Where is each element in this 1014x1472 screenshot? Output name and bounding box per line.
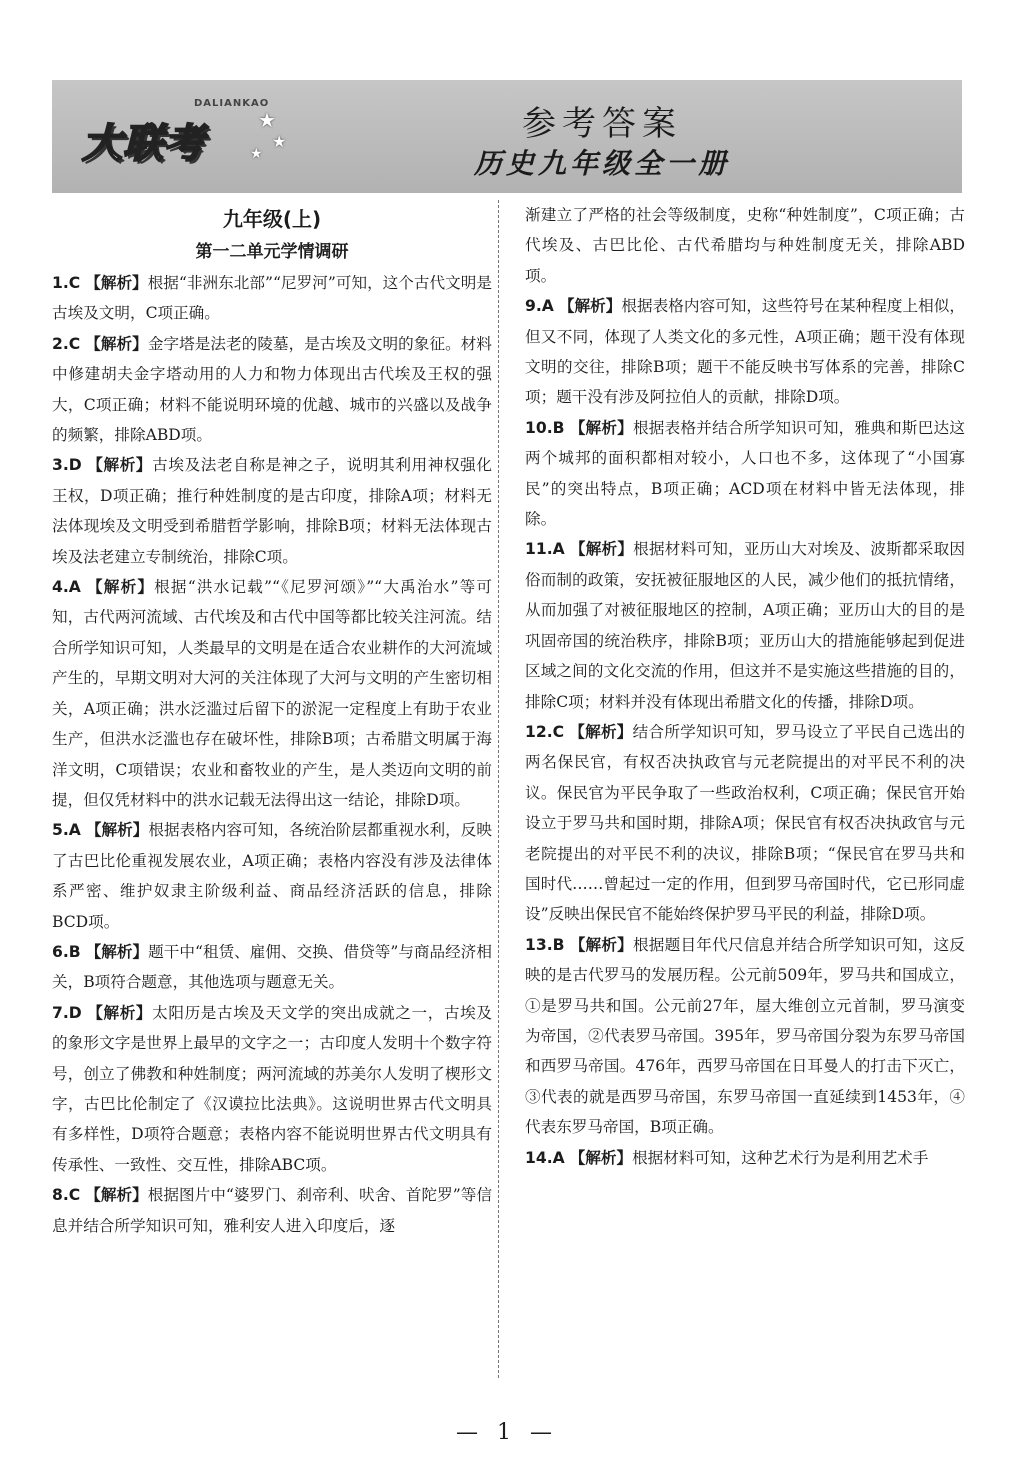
answer-text: 金字塔是法老的陵墓，是古埃及文明的象征。材料中修建胡夫金字塔动用的人力和物力体现出古代埃及王权的强大，C项正确；材料不能说明环境的优越、城市的兴盛以及战争的频繁，排除ABD项。 (52, 334, 492, 445)
answer-item (52, 815, 492, 937)
answer-text: 结合所学知识可知，罗马设立了平民自己选出的两名保民官，有权否决执政官与元老院提出的对平民不利的决议。保民官为平民争取了一些政治权利，C项正确；保民官开始设立于罗马共和国时期，排除A项；保民官有权否决执政官与元老院提出的对平民不利的决议，排除B项；“保民官在罗马共和国时代……曾起过一定的作用，但到罗马帝国时代，它已形同虚设”反映出保民官不能始终保护罗马平民的利益，排除D项。 (525, 722, 965, 924)
answer-text: 根据“非洲东北部”“尼罗河”可知，这个古代文明是古埃及文明，C项正确。 (52, 274, 492, 323)
answer-number: 4.A (52, 578, 81, 597)
answer-number: 10.B (525, 418, 565, 437)
analysis-tag: 【解析】 (85, 274, 148, 292)
answer-number: 9.A (525, 297, 554, 316)
star-icon: ★ (250, 146, 263, 162)
answer-item (525, 534, 965, 716)
answer-item (52, 937, 492, 998)
analysis-tag: 【解析】 (87, 456, 153, 475)
answer-item (525, 413, 965, 535)
answer-item (52, 572, 492, 815)
answer-number: 1.C (52, 274, 81, 292)
answer-number: 6.B (52, 942, 81, 961)
answer-text: 根据题目年代尺信息并结合所学知识可知，这反映的是古代罗马的发展历程。公元前509年，罗马共和国成立，①是罗马共和国。公元前27年，屋大维创立元首制，罗马演变为帝国，②代表罗马帝国。395年，罗马帝国分裂为东罗马帝国和西罗马帝国。476年，西罗马帝国在日耳曼人的打击下灭亡，③代表的就是西罗马帝国，东罗马帝国一直延续到1453年，④代表东罗马帝国，B项正确。 (525, 935, 965, 1137)
answer-number: 2.C (52, 334, 81, 353)
analysis-tag: 【解析】 (85, 334, 148, 353)
page-number: — 1 — (456, 1420, 558, 1445)
logo-pinyin: DALIANKAO (194, 98, 270, 109)
answer-number: 11.A (525, 540, 565, 559)
answer-number: 3.D (52, 456, 82, 475)
brand-logo (82, 98, 292, 178)
answer-item (525, 291, 965, 413)
logo-text: 大联考 (82, 121, 205, 167)
answer-number: 7.D (52, 1003, 82, 1022)
answer-item (52, 329, 492, 451)
answer-text: 古埃及法老自称是神之子，说明其利用神权强化王权，D项正确；推行种姓制度的是古印度，排除A项；材料无法体现埃及文明受到希腊哲学影响，排除B项；材料无法体现古埃及法老建立专制统治，排除C项。 (52, 456, 492, 566)
answer-text: 根据材料可知，这种艺术行为是利用艺术手 (632, 1148, 929, 1167)
answer-text: 根据“洪水记载”“《尼罗河颂》”“大禹治水”等可知，古代两河流域、古代埃及和古代中国等都比较关注河流。结合所学知识可知，人类最早的文明是在适合农业耕作的大河流域产生的，早期文明对大河的关注体现了大河与文明的产生密切相关，A项正确；洪水泛滥过后留下的淤泥一定程度上有助于农业生产，但洪水泛滥也存在破坏性，排除B项；古希腊文明属于海洋文明，C项错误；农业和畜牧业的产生，是人类迈向文明的前提，但仅凭材料中的洪水记载无法得出这一结论，排除D项。 (52, 578, 492, 809)
page-title: 参考答案 (522, 104, 682, 144)
answer-item (525, 1143, 965, 1173)
analysis-tag: 【解析】 (85, 942, 149, 961)
star-icon: ★ (258, 108, 276, 132)
answer-text: 根据表格内容可知，各统治阶层都重视水利，反映了古巴比伦重视发展农业，A项正确；表格内容没有涉及法律体系严密、维护奴隶主阶级利益、商品经济活跃的信息，排除BCD项。 (52, 821, 492, 931)
answer-text: 根据表格并结合所学知识可知，雅典和斯巴达这两个城邦的面积都相对较小，人口也不多，这体现了“小国寡民”的突出特点，B项正确；ACD项在材料中皆无法体现，排除。 (525, 418, 965, 529)
answer-text: 根据材料可知，亚历山大对埃及、波斯都采取因俗而制的政策，安抚被征服地区的人民，减少他们的抵抗情绪，从而加强了对被征服地区的控制，A项正确；亚历山大的目的是巩固帝国的统治秩序，排除B项；亚历山大的措施能够起到促进区域之间的文化交流的作用，但这并不是实施这些措施的目的，排除C项；材料并没有体现出希腊文化的传播，排除D项。 (525, 540, 965, 711)
analysis-tag: 【解析】 (558, 297, 622, 316)
grade-title: 九年级(上) (222, 207, 322, 231)
answer-number: 8.C (52, 1186, 81, 1205)
right-column (525, 200, 965, 1173)
analysis-tag: 【解析】 (569, 540, 634, 559)
answer-text: 太阳历是古埃及天文学的突出成就之一，古埃及的象形文字是世界上最早的文字之一；古印度人发明十个数字符号，创立了佛教和种姓制度；两河流域的苏美尔人发明了楔形文字，古巴比伦制定了《汉谟拉比法典》。这说明世界古代文明具有多样性，D项符合题意；表格内容不能说明世界古代文明具有传承性、一致性、交互性，排除ABC项。 (52, 1003, 492, 1174)
answer-item (525, 717, 965, 930)
answer-text: 题干中“租赁、雇佣、交换、借贷等”与商品经济相关，B项符合题意，其他选项与题意无关。 (52, 942, 492, 992)
answer-item (525, 930, 965, 1143)
unit-title: 第一二单元学情调研 (195, 242, 349, 262)
answer-number: 13.B (525, 935, 565, 954)
answer-text: 渐建立了严格的社会等级制度，史称“种姓制度”，C项正确；古代埃及、古巴比伦、古代希腊均与种姓制度无关，排除ABD项。 (525, 206, 965, 285)
answer-text: 根据表格内容可知，这些符号在某种程度上相似，但又不同，体现了人类文化的多元性，A项正确；题干没有体现文明的交往，排除B项；题干不能反映书写体系的完善，排除C项；题干没有涉及阿拉伯人的贡献，排除D项。 (525, 297, 965, 407)
page-subtitle: 历史九年级全一册 (473, 147, 730, 180)
answer-number: 12.C (525, 722, 565, 741)
answer-item (52, 998, 492, 1180)
star-icon: ★ (272, 132, 287, 151)
column-divider (498, 200, 499, 1378)
analysis-tag: 【解析】 (569, 1148, 633, 1167)
analysis-tag: 【解析】 (569, 722, 633, 741)
answer-list-right (525, 200, 965, 1173)
analysis-tag: 【解析】 (85, 821, 149, 840)
analysis-tag: 【解析】 (569, 935, 633, 954)
left-column (52, 202, 492, 1241)
analysis-tag: 【解析】 (569, 418, 633, 437)
header-banner (52, 80, 962, 193)
answer-item (52, 450, 492, 572)
analysis-tag: 【解析】 (85, 1186, 148, 1205)
answer-text: 根据图片中“婆罗门、刹帝利、吠舍、首陀罗”等信息并结合所学知识可知，雅利安人进入印度后，逐 (52, 1186, 492, 1235)
analysis-tag: 【解析】 (87, 578, 155, 597)
answer-number: 14.A (525, 1148, 565, 1167)
answer-item (52, 1180, 492, 1241)
answer-item (525, 200, 965, 291)
analysis-tag: 【解析】 (87, 1003, 153, 1022)
answer-item (52, 268, 492, 329)
answer-list-left (52, 268, 492, 1241)
answer-number: 5.A (52, 821, 81, 840)
